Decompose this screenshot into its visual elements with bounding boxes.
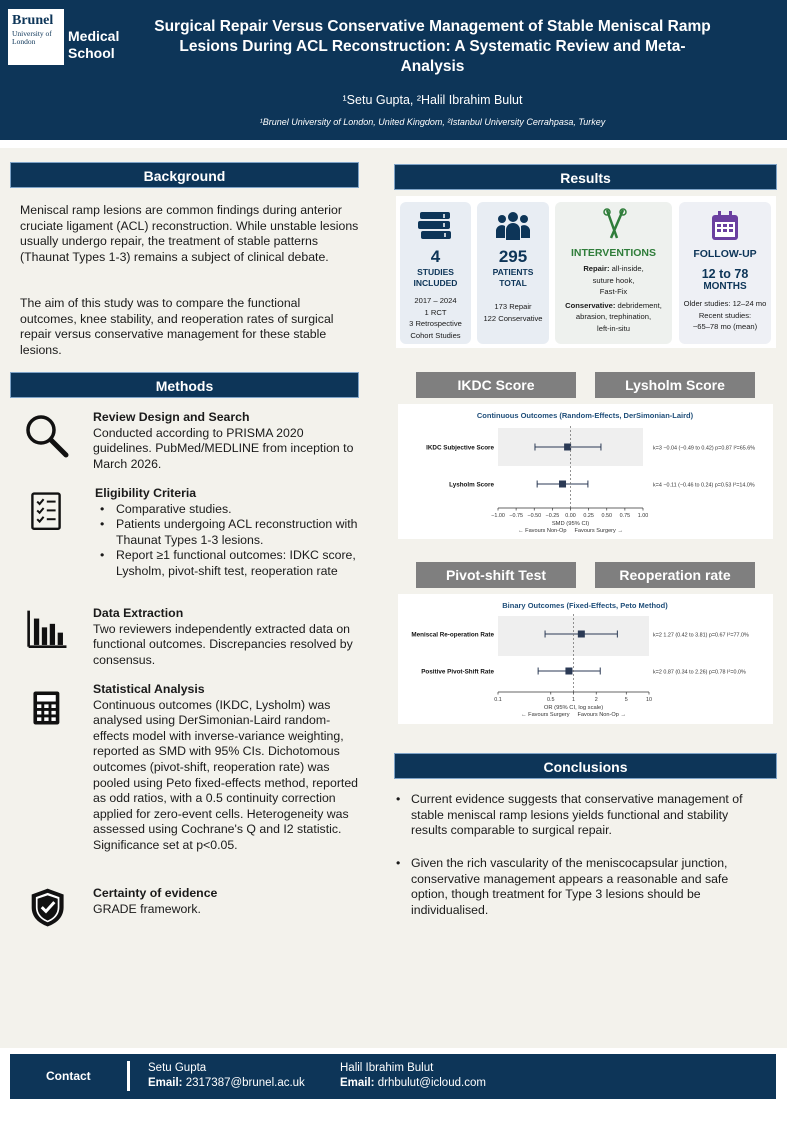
studies-retro: 3 Retrospective bbox=[409, 319, 462, 328]
followup-unit: MONTHS bbox=[703, 281, 747, 292]
method-review-design bbox=[22, 410, 362, 470]
binary-forest-plot bbox=[398, 594, 773, 724]
forest-title: Continuous Outcomes (Random-Effects, DerSimonian-Laird) bbox=[476, 411, 694, 420]
contact-footer bbox=[10, 1054, 776, 1099]
forest-favours-right: Favours Non-Op → bbox=[577, 712, 626, 718]
medical-school-label: Medical School bbox=[68, 28, 120, 61]
forest-tick-label: 2 bbox=[594, 697, 598, 703]
conservative-label: Conservative: bbox=[565, 300, 616, 310]
email-label-1: Email: bbox=[148, 1076, 183, 1089]
conclusions-heading: Conclusions bbox=[394, 753, 777, 779]
method-statistical-analysis bbox=[22, 682, 362, 872]
bar-chart-icon bbox=[26, 608, 70, 652]
followup-card bbox=[679, 202, 771, 344]
forest-point-estimate bbox=[564, 444, 571, 451]
conclusion-point-1: • Current evidence suggests that conservative management of stable meniscal ramp lesions yields functional and stability results comparable to surgical repair. bbox=[411, 792, 766, 839]
background-paragraph-2: The aim of this study was to compare the functional outcomes, knee stability, and reoperation rates of surgical repair versus conservative management for these stable lesions. bbox=[20, 296, 334, 357]
interventions-title: INTERVENTIONS bbox=[571, 247, 656, 259]
forest-point-estimate bbox=[559, 481, 566, 488]
method-certainty bbox=[22, 886, 362, 936]
affiliations: ¹Brunel University of London, United Kingdom, ²Istanbul University Cerrahpasa, Turkey bbox=[259, 117, 606, 127]
forest-row-label: IKDC Subjective Score bbox=[426, 444, 494, 452]
forest-favours-left: ← Favours Non-Op bbox=[518, 528, 567, 534]
contact-email-1[interactable]: 2317387@brunel.ac.uk bbox=[185, 1076, 305, 1089]
conservative-methods-1: debridement, bbox=[617, 300, 662, 310]
studies-years: 2017 – 2024 bbox=[414, 296, 457, 305]
conservative-methods-2: abrasion, trephination, bbox=[575, 312, 652, 321]
followup-recent: Recent studies: bbox=[698, 310, 752, 320]
forest-tick-label: 0.1 bbox=[494, 697, 502, 703]
methods-heading: Methods bbox=[10, 372, 359, 398]
contact-email-2[interactable]: drhbulut@icloud.com bbox=[377, 1076, 486, 1089]
search-icon bbox=[22, 410, 72, 460]
patients-repair: 173 Repair bbox=[494, 302, 532, 311]
continuous-forest-plot bbox=[398, 404, 773, 539]
followup-recent-range: ~65–78 mo (mean) bbox=[692, 322, 758, 331]
forest-tick-label: −0.75 bbox=[509, 513, 523, 519]
footer-divider bbox=[127, 1061, 130, 1091]
repair-methods-2: suture hook, bbox=[592, 275, 635, 285]
eligibility-title: Eligibility Criteria bbox=[95, 486, 197, 500]
results-heading: Results bbox=[394, 164, 777, 190]
method-data-extraction bbox=[22, 606, 362, 668]
forest-tick-label: −1.00 bbox=[491, 513, 505, 519]
forest-tick-label: 10 bbox=[646, 697, 652, 703]
contact-name-2: Halil Ibrahim Bulut bbox=[340, 1062, 434, 1074]
binary-forest-svg bbox=[398, 594, 773, 724]
calculator-icon bbox=[32, 684, 68, 732]
forest-tick-label: 0.25 bbox=[583, 513, 594, 519]
repair-label: Repair: bbox=[583, 264, 610, 273]
studies-card bbox=[400, 202, 471, 344]
certainty-title: Certainty of evidence bbox=[93, 886, 218, 900]
conservative-methods-3: left-in-situ bbox=[597, 323, 630, 333]
patients-count: 295 bbox=[498, 247, 528, 266]
shield-check-icon bbox=[30, 884, 72, 932]
surgical-instruments-icon bbox=[599, 208, 629, 242]
calendar-icon bbox=[710, 210, 740, 242]
studies-label-1: STUDIES bbox=[417, 267, 454, 277]
review-design-text: Conducted according to PRISMA 2020 guidelines. PubMed/MEDLINE from inception to March 2026. bbox=[93, 425, 354, 471]
poster-header bbox=[0, 0, 787, 140]
forest-tick-label: 5 bbox=[624, 697, 628, 703]
data-extraction-text: Two reviewers independently extracted data on functional outcomes. Discrepancies resolved by consensus. bbox=[93, 621, 353, 667]
contact-person-1 bbox=[148, 1061, 305, 1090]
forest-row-stats: k=3 −0.04 (−0.49 to 0.42) p=0.87 I²=65.6% bbox=[653, 445, 756, 452]
review-design-title: Review Design and Search bbox=[93, 410, 250, 424]
patients-label-2: TOTAL bbox=[499, 278, 527, 288]
method-eligibility bbox=[22, 486, 362, 596]
statistical-analysis-text: Continuous outcomes (IKDC, Lysholm) was analysed using DerSimonian-Laird random-effects model with inverse-variance weighting, reported as SMD with 95% CIs. Dichotomous outcomes (pivot-shift, reoperation rate) was pooled using Peto fixed-effects method, reported as odd ratios, with a 0.5 continuity correction applied for zero-event cells. Heterogeneity was assessed using Cochrane's Q and I2 statistic. Significance set at p<0.05. bbox=[93, 697, 359, 852]
eligibility-item: • Comparative studies. bbox=[95, 502, 365, 518]
forest-row-stats: k=2 1.27 (0.42 to 3.81) p=0.67 I²=77.0% bbox=[653, 632, 749, 639]
background-heading: Background bbox=[10, 162, 359, 188]
repair-methods-3: Fast-Fix bbox=[599, 287, 628, 296]
forest-point-estimate bbox=[565, 668, 572, 675]
forest-row-stats: k=2 0.87 (0.34 to 2.26) p=0.78 I²=0.0% bbox=[653, 669, 746, 676]
forest-favours-left: ← Favours Surgery bbox=[521, 712, 570, 718]
eligibility-list bbox=[95, 502, 365, 580]
logo-wordmark: Brunel bbox=[12, 13, 54, 28]
forest-tick-label: 0.5 bbox=[547, 697, 555, 703]
followup-range: 12 to 78 bbox=[701, 267, 749, 281]
forest-tick-label: −0.25 bbox=[545, 513, 560, 519]
forest-x-label: OR (95% CI, log scale) bbox=[543, 705, 604, 711]
books-icon bbox=[416, 210, 456, 242]
eligibility-item: • Patients undergoing ACL reconstruction with Thaunat Types 1-3 lesions. bbox=[95, 517, 365, 548]
forest-tick-label: −0.50 bbox=[527, 513, 542, 519]
patients-card bbox=[477, 202, 549, 344]
followup-older: Older studies: 12–24 mo bbox=[683, 299, 767, 308]
forest-row-stats: k=4 −0.11 (−0.46 to 0.24) p=0.53 I²=14.0% bbox=[653, 482, 755, 489]
forest-tick-label: 1 bbox=[572, 697, 575, 703]
patients-label-1: PATIENTS bbox=[492, 267, 534, 277]
forest-row-label: Lysholm Score bbox=[449, 481, 494, 489]
studies-cohort: Cohort Studies bbox=[410, 330, 461, 340]
forest-tick-label: 0.75 bbox=[619, 513, 631, 519]
interventions-card bbox=[555, 202, 672, 344]
authors: ¹Setu Gupta, ²Halil Ibrahim Bulut bbox=[342, 93, 523, 107]
eligibility-item: • Report ≥1 functional outcomes: IDKC score, Lysholm, pivot-shift test, reoperation rate bbox=[95, 548, 365, 579]
poster-title: Surgical Repair Versus Conservative Management of Stable Meniscal Ramp Lesions During ACL Reconstruction: A Systematic Review and Meta-Analysis bbox=[154, 18, 711, 76]
studies-rct: 1 RCT bbox=[424, 307, 447, 317]
forest-x-label: SMD (95% CI) bbox=[551, 521, 590, 527]
email-label-2: Email: bbox=[340, 1076, 375, 1089]
statistical-analysis-title: Statistical Analysis bbox=[93, 682, 205, 696]
forest-point-estimate bbox=[578, 631, 585, 638]
conclusion-point-2: • Given the rich vascularity of the meniscocapsular junction, conservative management appears a reasonable and safe option, though treatment for Type 3 lesions should be individualised. bbox=[411, 856, 766, 918]
background-paragraph-1: Meniscal ramp lesions are common findings during anterior cruciate ligament (ACL) reconstruction. While unstable lesions usually undergo repair, the treatment of stable patterns (Thaunat Types 1-3) remains a subject of clinical debate. bbox=[20, 203, 359, 264]
lysholm-score-tag: Lysholm Score bbox=[595, 372, 755, 398]
checklist-icon bbox=[30, 488, 70, 536]
contact-name-1: Setu Gupta bbox=[148, 1062, 207, 1074]
reoperation-rate-tag: Reoperation rate bbox=[595, 562, 755, 588]
logo-subtitle: University of London bbox=[12, 29, 52, 46]
pivot-shift-tag: Pivot-shift Test bbox=[416, 562, 576, 588]
brunel-logo bbox=[8, 9, 64, 65]
data-extraction-title: Data Extraction bbox=[93, 606, 184, 620]
contact-person-2 bbox=[340, 1061, 486, 1090]
forest-tick-label: 1.00 bbox=[637, 513, 649, 519]
followup-title: FOLLOW-UP bbox=[693, 248, 757, 260]
forest-tick-label: 0.50 bbox=[601, 513, 612, 519]
forest-row-label: Meniscal Re-operation Rate bbox=[411, 631, 494, 639]
studies-label-2: INCLUDED bbox=[413, 278, 458, 288]
contact-label: Contact bbox=[46, 1069, 91, 1083]
ikdc-score-tag: IKDC Score bbox=[416, 372, 576, 398]
repair-methods-1: all-inside, bbox=[611, 264, 644, 273]
results-summary-panel bbox=[396, 196, 776, 348]
forest-favours-right: Favours Surgery → bbox=[574, 528, 623, 534]
certainty-text: GRADE framework. bbox=[93, 901, 201, 916]
forest-tick-label: 0.00 bbox=[565, 513, 576, 519]
patients-conservative: 122 Conservative bbox=[483, 313, 543, 323]
forest-title: Binary Outcomes (Fixed-Effects, Peto Method) bbox=[502, 601, 668, 610]
forest-row-label: Positive Pivot-Shift Rate bbox=[421, 668, 494, 676]
continuous-forest-svg bbox=[398, 404, 773, 539]
studies-count: 4 bbox=[430, 247, 441, 266]
people-icon bbox=[493, 210, 533, 242]
